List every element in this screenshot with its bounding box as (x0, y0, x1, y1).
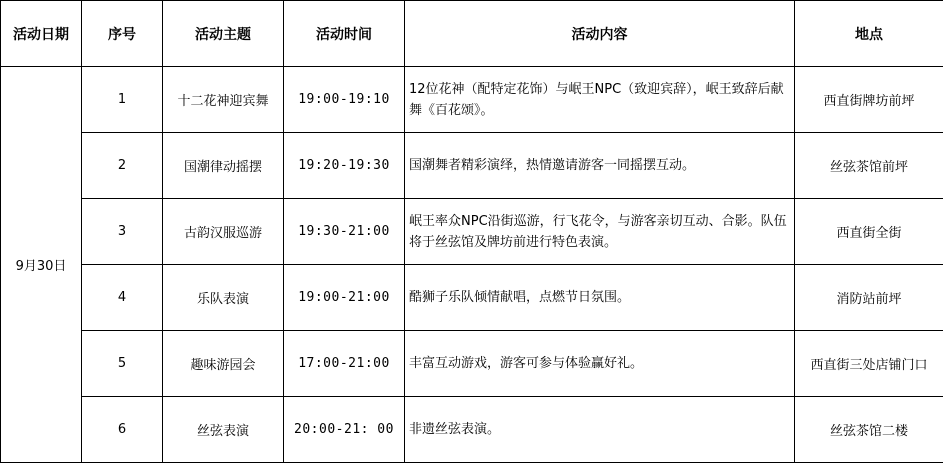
table-row (1, 67, 943, 133)
time-cell: 17:00-21:00 (284, 331, 405, 397)
header-time: 活动时间 (284, 1, 405, 67)
content-cell: 酷狮子乐队倾情献唱，点燃节日氛围。 (405, 265, 795, 331)
no-cell: 2 (82, 133, 163, 199)
content-cell: 丰富互动游戏，游客可参与体验赢好礼。 (405, 331, 795, 397)
header-date: 活动日期 (1, 1, 82, 67)
time-cell: 19:30-21:00 (284, 199, 405, 265)
table-row (1, 133, 943, 199)
no-cell: 1 (82, 67, 163, 133)
no-cell: 4 (82, 265, 163, 331)
content-cell: 国潮舞者精彩演绎，热情邀请游客一同摇摆互动。 (405, 133, 795, 199)
no-cell: 6 (82, 397, 163, 463)
place-cell: 消防站前坪 (795, 265, 943, 331)
place-cell: 丝弦茶馆前坪 (795, 133, 943, 199)
header-theme: 活动主题 (163, 1, 284, 67)
header-content: 活动内容 (405, 1, 795, 67)
place-cell: 西直街牌坊前坪 (795, 67, 943, 133)
table-row (1, 331, 943, 397)
header-row (1, 1, 943, 67)
theme-cell: 国潮律动摇摆 (163, 133, 284, 199)
content-cell: 非遗丝弦表演。 (405, 397, 795, 463)
table-row (1, 199, 943, 265)
time-cell: 20:00-21: 00 (284, 397, 405, 463)
time-cell: 19:20-19:30 (284, 133, 405, 199)
no-cell: 3 (82, 199, 163, 265)
theme-cell: 乐队表演 (163, 265, 284, 331)
theme-cell: 丝弦表演 (163, 397, 284, 463)
theme-cell: 古韵汉服巡游 (163, 199, 284, 265)
header-no: 序号 (82, 1, 163, 67)
table-row (1, 397, 943, 463)
header-place: 地点 (795, 1, 943, 67)
no-cell: 5 (82, 331, 163, 397)
place-cell: 丝弦茶馆二楼 (795, 397, 943, 463)
place-cell: 西直街全街 (795, 199, 943, 265)
theme-cell: 趣味游园会 (163, 331, 284, 397)
date-cell: 9月30日 (1, 67, 82, 463)
theme-cell: 十二花神迎宾舞 (163, 67, 284, 133)
table-row (1, 265, 943, 331)
content-cell: 12位花神（配特定花饰）与岷王NPC（致迎宾辞），岷王致辞后献舞《百花颂》。 (405, 67, 795, 133)
time-cell: 19:00-21:00 (284, 265, 405, 331)
time-cell: 19:00-19:10 (284, 67, 405, 133)
content-cell: 岷王率众NPC沿街巡游，行飞花令，与游客亲切互动、合影。队伍将于丝弦馆及牌坊前进行特色表演。 (405, 199, 795, 265)
place-cell: 西直街三处店铺门口 (795, 331, 943, 397)
